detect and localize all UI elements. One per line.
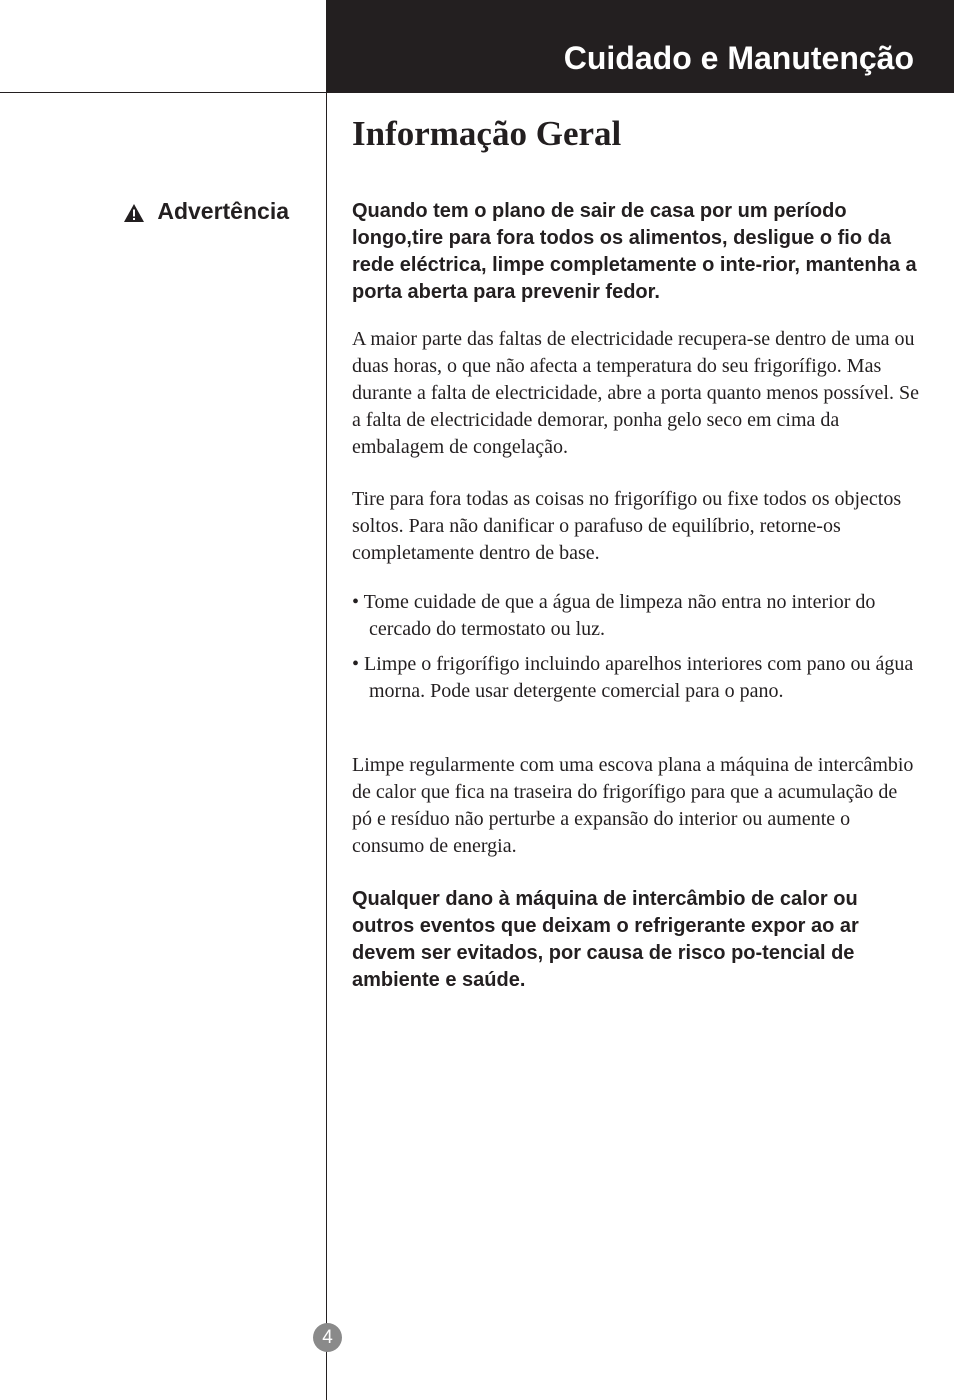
list-item: • Limpe o frigorífigo incluindo aparelhos interiores com pano ou água morna. Pode usar detergente comercial para o pano. [352,653,914,702]
content-column [352,198,922,994]
page-number-badge: 4 [313,1323,342,1352]
power-outage-paragraph: A maior parte das faltas de electricidade recupera-se dentro de uma ou duas horas, o que não afecta a temperatura do seu frigorífigo. Mas durante a falta de electricidade, abre a porta quanto menos possível. Se a falta de electricidade demorar, ponha gelo seco em cima da embalagem de congelação. [352,328,919,458]
refrigerant-warning-paragraph: Qualquer dano à máquina de intercâmbio de calor ou outros eventos que deixam o refrigerante expor ao ar devem ser evitados, por causa de risco po-tencial de ambiente e saúde. [352,888,859,991]
storage-advice-paragraph: Quando tem o plano de sair de casa por um período longo,tire para fora todos os alimentos, desligue o fio da rede eléctrica, limpe completamente o inte-rior, mantenha a porta aberta para prevenir fedor. [352,200,917,303]
section-title: Informação Geral [352,114,622,153]
warning-label-text: Advertência [157,198,289,224]
header-title: Cuidado e Manutenção [563,40,914,76]
header-band [327,0,954,93]
column-divider [326,0,327,1400]
warning-label [123,198,289,225]
cleaning-bullet-list [352,589,922,705]
header-rule [0,92,327,93]
list-item: • Tome cuidade de que a água de limpeza não entra no interior do cercado do termostato ou luz. [352,591,876,640]
warning-triangle-icon [123,202,145,222]
heat-exchanger-paragraph: Limpe regularmente com uma escova plana a máquina de intercâmbio de calor que fica na traseira do frigorífigo para que a acumulação de pó e resíduo não perturbe a expansão do interior ou aumente o consumo de energia. [352,754,914,857]
moving-paragraph: Tire para fora todas as coisas no frigorífigo ou fixe todos os objectos soltos. Para não danificar o parafuso de equilíbrio, retorne-os completamente dentro de base. [352,488,902,564]
